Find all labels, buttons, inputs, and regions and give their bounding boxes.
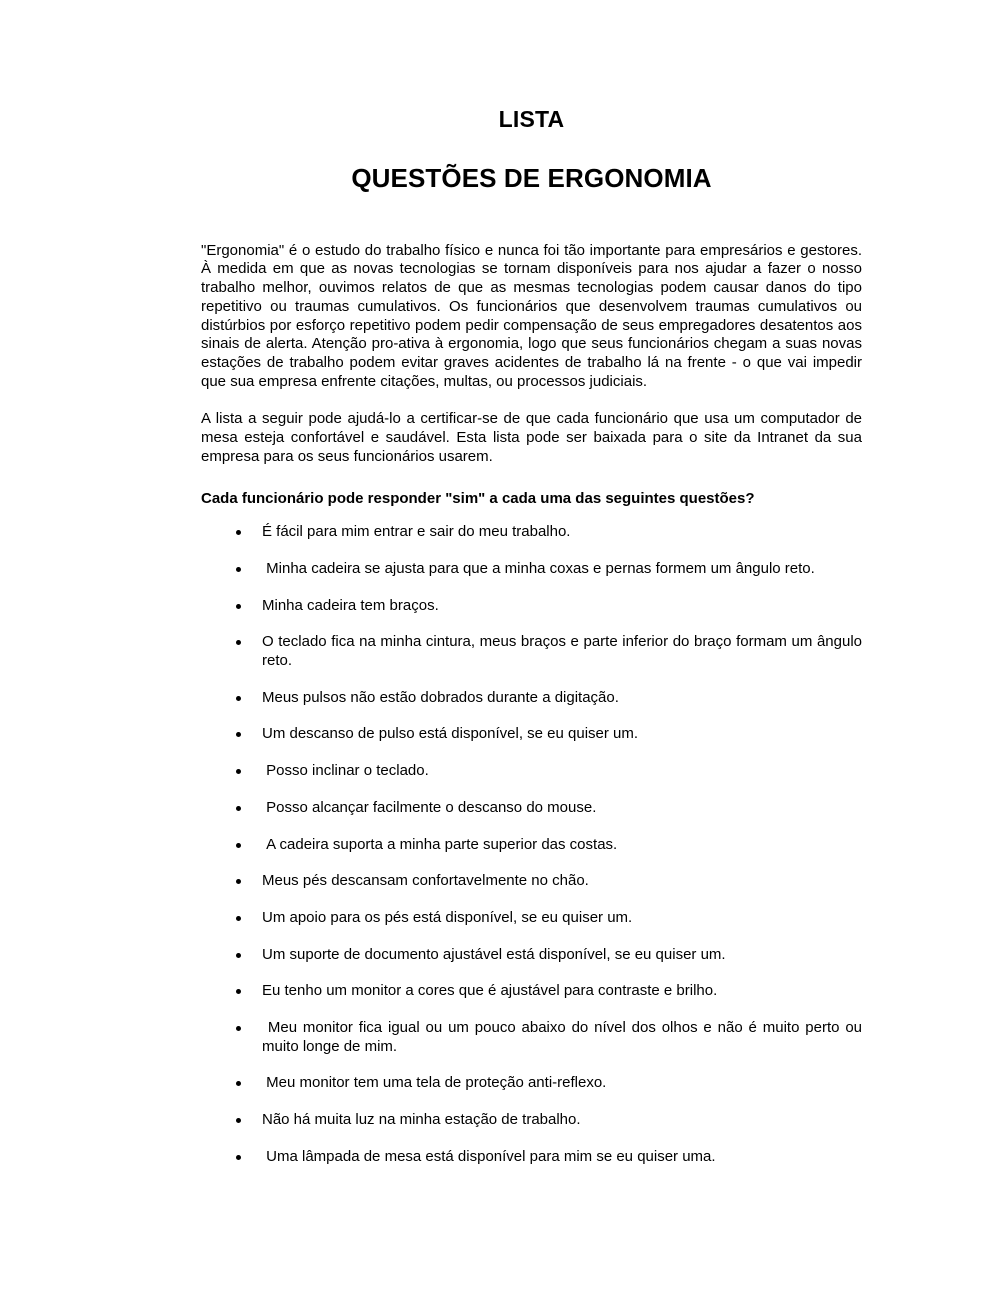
list-item <box>201 1074 862 1093</box>
bullet-icon <box>236 982 246 1001</box>
list-item <box>201 633 867 670</box>
list-item-label: Posso alcançar facilmente o descanso do mouse. <box>262 798 597 816</box>
list-item-label: Um apoio para os pés está disponível, se eu quiser um. <box>262 908 633 926</box>
bullet-icon <box>236 946 246 965</box>
list-item-label: Minha cadeira se ajusta para que a minha coxas e pernas formem um ângulo reto. <box>262 559 815 577</box>
list-item <box>201 982 862 1001</box>
list-item <box>201 523 862 542</box>
list-item <box>201 909 862 928</box>
list-item <box>201 725 862 744</box>
list-item <box>201 597 862 616</box>
bullet-icon <box>236 1074 246 1093</box>
bullet-icon <box>236 1148 246 1167</box>
list-item-label: A cadeira suporta a minha parte superior das costas. <box>262 835 618 853</box>
list-item-label: É fácil para mim entrar e sair do meu trabalho. <box>262 523 571 541</box>
list-item <box>201 872 862 891</box>
page-title: LISTA <box>498 106 565 132</box>
document-content <box>201 0 867 1167</box>
list-item-label: Uma lâmpada de mesa está disponível para mim se eu quiser uma. <box>262 1147 716 1165</box>
bullet-icon <box>236 799 246 818</box>
bullet-icon <box>236 633 246 652</box>
list-item-label: Posso inclinar o teclado. <box>262 762 429 780</box>
list-item <box>201 689 862 708</box>
bullet-icon <box>236 560 246 579</box>
bullet-icon <box>236 1111 246 1130</box>
list-item-label: Minha cadeira tem braços. <box>262 596 439 614</box>
bullet-icon <box>236 909 246 928</box>
bullet-icon <box>236 725 246 744</box>
bullet-icon <box>236 597 246 616</box>
list-item <box>201 1019 867 1056</box>
list-item <box>201 799 862 818</box>
bullet-icon <box>236 689 246 708</box>
list-item <box>201 1148 862 1167</box>
bullet-icon <box>236 836 246 855</box>
list-item-label: Meus pulsos não estão dobrados durante a digitação. <box>262 688 619 706</box>
bullet-icon <box>236 1019 246 1038</box>
checklist-question-heading: Cada funcionário pode responder "sim" a cada uma das seguintes questões? <box>201 489 755 507</box>
intro-paragraph-1: "Ergonomia" é o estudo do trabalho físico e nunca foi tão importante para empresários e gestores. À medida em que as novas tecnologias se tornam disponíveis para nos ajudar a fazer o nosso trabalho melhor, ouvimos relatos de que as mesmas tecnologias podem causar danos do tipo repetitivo ou traumas cumulativos. Os funcionários que desenvolvem traumas cumulativos ou distúrbios por esforço repetitivo podem pedir compensação de seus empregadores desatentos aos sinais de alerta. Atenção pro-ativa à ergonomia, logo que seus funcionários chegam a suas novas estações de trabalho podem evitar graves acidentes de trabalho lá na frente - o que vai impedir que sua empresa enfrente citações, multas, ou processos judiciais. <box>201 241 862 390</box>
bullet-icon <box>236 762 246 781</box>
page-subtitle: QUESTÕES DE ERGONOMIA <box>351 162 712 193</box>
list-item <box>201 946 862 965</box>
list-item <box>201 1111 862 1130</box>
list-item-label: Não há muita luz na minha estação de trabalho. <box>262 1111 581 1129</box>
bullet-icon <box>236 523 246 542</box>
list-item-label: Meus pés descansam confortavelmente no chão. <box>262 872 589 890</box>
bullet-icon <box>236 872 246 891</box>
intro-paragraph-2: A lista a seguir pode ajudá-lo a certificar-se de que cada funcionário que usa um computador de mesa esteja confortável e saudável. Esta lista pode ser baixada para o site da Intranet da sua empresa para os seus funcionários usarem. <box>201 410 862 465</box>
list-item <box>201 836 862 855</box>
list-item-label: O teclado fica na minha cintura, meus braços e parte inferior do braço formam um ângulo reto. <box>262 633 867 670</box>
list-item-label: Eu tenho um monitor a cores que é ajustável para contraste e brilho. <box>262 982 718 1000</box>
list-item-label: Um descanso de pulso está disponível, se eu quiser um. <box>262 725 639 743</box>
list-item <box>201 560 862 579</box>
list-item-label: Um suporte de documento ajustável está disponível, se eu quiser um. <box>262 945 726 963</box>
ergonomics-checklist <box>201 508 867 1166</box>
list-item-label: Meu monitor fica igual ou um pouco abaixo do nível dos olhos e não é muito perto ou muito longe de mim. <box>262 1019 867 1055</box>
list-item <box>201 762 862 781</box>
list-item-label: Meu monitor tem uma tela de proteção anti-reflexo. <box>262 1074 607 1092</box>
